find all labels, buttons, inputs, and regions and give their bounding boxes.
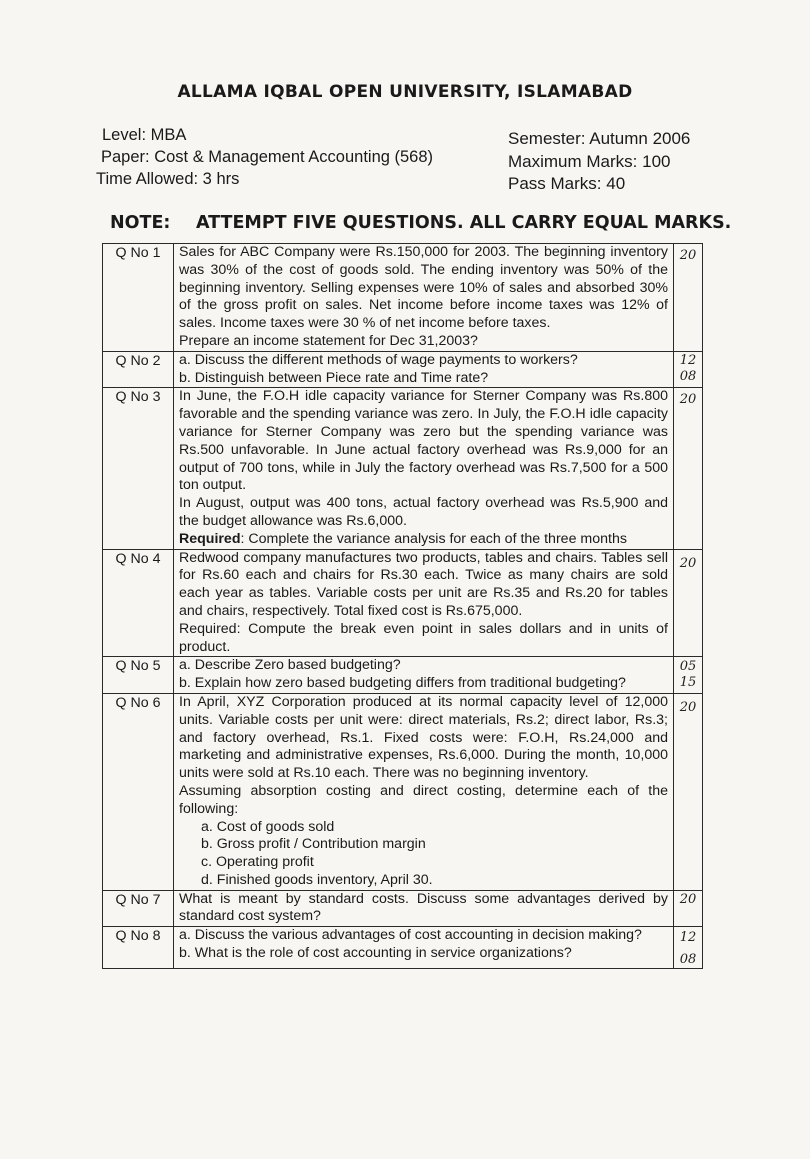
- question-marks: [674, 927, 703, 969]
- marks-value: 08: [679, 952, 697, 968]
- question-paragraph: b. Explain how zero based budgeting differs from traditional budgeting?: [179, 675, 626, 692]
- question-text: [174, 890, 674, 927]
- question-paragraph: a. Discuss the different methods of wage payments to workers?: [179, 351, 578, 368]
- question-marks: [674, 388, 703, 549]
- marks-value: 12: [679, 930, 697, 946]
- question-marks: [674, 657, 703, 694]
- question-paragraph: b. Distinguish between Piece rate and Time rate?: [179, 369, 489, 386]
- marks-value: 20: [679, 555, 697, 571]
- question-number: Q No 2: [103, 351, 174, 388]
- marks-value: 20: [679, 699, 697, 715]
- table-row: [103, 693, 703, 890]
- list-item: a. Cost of goods sold: [201, 818, 335, 835]
- question-marks: [674, 549, 703, 657]
- question-paragraph: Required: Compute the break even point in sales dollars and in units of product.: [179, 620, 668, 655]
- note-text: ATTEMPT FIVE QUESTIONS. ALL CARRY EQUAL MARKS.: [196, 213, 732, 233]
- marks-value: 20: [679, 392, 697, 408]
- question-text: [174, 657, 674, 694]
- question-marks: [674, 890, 703, 927]
- max-marks-line: Maximum Marks: 100: [508, 151, 671, 171]
- question-marks: [674, 693, 703, 890]
- question-paragraph: In April, XYZ Corporation produced at its normal capacity level of 12,000 units. Variable costs per unit were: direct materials, Rs.2; direct labor, Rs.3; and factory overhead, Rs.1. Fixed costs were: F.O.H, Rs.24,000 and marketing and administrative expenses, Rs.6,000. During the month, 10,000 units were sold at Rs.10 each. There was no beginning inventory.: [179, 693, 668, 782]
- note-label: NOTE:: [110, 213, 171, 233]
- marks-value: 20: [679, 891, 697, 907]
- question-text: [174, 244, 674, 352]
- question-number: Q No 8: [103, 927, 174, 969]
- table-row: [103, 351, 703, 388]
- list-item: d. Finished goods inventory, April 30.: [201, 871, 433, 888]
- instruction-note: [110, 213, 731, 233]
- question-paragraph: Assuming absorption costing and direct costing, determine each of the following:: [179, 782, 668, 817]
- table-row: [103, 657, 703, 694]
- question-paragraph: In June, the F.O.H idle capacity variance for Sterner Company was Rs.800 favorable and the spending variance was zero. In July, the F.O.H idle capacity variance for Sterner Company was zero but the spending variance was Rs.500 unfavorable. In June actual factory overhead was Rs.9,000 for an output of 700 tons, while in July the factory overhead was Rs.7,500 for a 500 ton output.: [179, 388, 668, 494]
- table-row: [103, 927, 703, 969]
- question-text: [174, 693, 674, 890]
- list-item: c. Operating profit: [201, 854, 314, 871]
- question-marks: [674, 244, 703, 352]
- table-row: [103, 388, 703, 549]
- question-marks: [674, 351, 703, 388]
- marks-value: 15: [679, 675, 697, 691]
- question-paragraph: Sales for ABC Company were Rs.150,000 for 2003. The beginning inventory was 30% of the cost of goods sold. The ending inventory was 50% of the beginning inventory. Selling expenses were 10% of sales and absorbed 30% of the gross profit on sales. Net income before income taxes was 12% of sales. Income taxes were 30 % of net income before taxes.: [179, 244, 668, 332]
- questions-table: [102, 243, 703, 969]
- table-row: [103, 549, 703, 657]
- question-paragraph: a. Discuss the various advantages of cost accounting in decision making?: [179, 927, 642, 944]
- question-text: [174, 927, 674, 969]
- exam-meta-left: [96, 124, 433, 190]
- marks-value: 08: [679, 368, 697, 384]
- list-item: b. Gross profit / Contribution margin: [201, 836, 426, 853]
- question-paragraph: Redwood company manufactures two products, tables and chairs. Tables sell for Rs.60 each and chairs for Rs.30 each. Twice as many chairs are sold each year as tables. Variable costs per unit are Rs.35 and Rs.20 for tables and chairs, respectively. Total fixed cost is Rs.675,000.: [179, 549, 668, 619]
- question-paragraph: a. Describe Zero based budgeting?: [179, 657, 401, 674]
- required-line: [179, 531, 668, 549]
- marks-value: 12: [679, 352, 697, 368]
- question-paragraph: In August, output was 400 tons, actual factory overhead was Rs.5,900 and the budget allowance was Rs.6,000.: [179, 495, 668, 529]
- question-paragraph: Prepare an income statement for Dec 31,2003?: [179, 332, 478, 349]
- required-text: : Complete the variance analysis for each of the three months: [240, 530, 627, 547]
- question-text: [174, 549, 674, 657]
- marks-value: 05: [679, 659, 697, 675]
- paper-line: Paper: Cost & Management Accounting (568): [101, 148, 434, 166]
- question-paragraph: b. What is the role of cost accounting in service organizations?: [179, 945, 572, 962]
- sub-question-list: [179, 819, 668, 890]
- table-row: [103, 890, 703, 927]
- question-number: Q No 5: [103, 657, 174, 694]
- question-number: Q No 1: [103, 244, 174, 352]
- university-title: ALLAMA IQBAL OPEN UNIVERSITY, ISLAMABAD: [177, 82, 633, 102]
- pass-marks-line: Pass Marks: 40: [508, 174, 626, 193]
- question-number: Q No 7: [103, 890, 174, 927]
- question-text: [174, 388, 674, 549]
- question-number: Q No 6: [103, 693, 174, 890]
- time-allowed-line: Time Allowed: 3 hrs: [96, 170, 240, 188]
- question-paragraph: What is meant by standard costs. Discuss some advantages derived by standard cost system?: [179, 890, 668, 925]
- marks-value: 20: [679, 248, 697, 263]
- question-number: Q No 3: [103, 388, 174, 549]
- exam-meta-right: [508, 128, 690, 196]
- question-number: Q No 4: [103, 549, 174, 657]
- table-row: [103, 244, 703, 352]
- required-label: Required: [179, 530, 241, 547]
- level-line: Level: MBA: [102, 126, 187, 144]
- semester-line: Semester: Autumn 2006: [508, 129, 691, 148]
- question-text: [174, 351, 674, 388]
